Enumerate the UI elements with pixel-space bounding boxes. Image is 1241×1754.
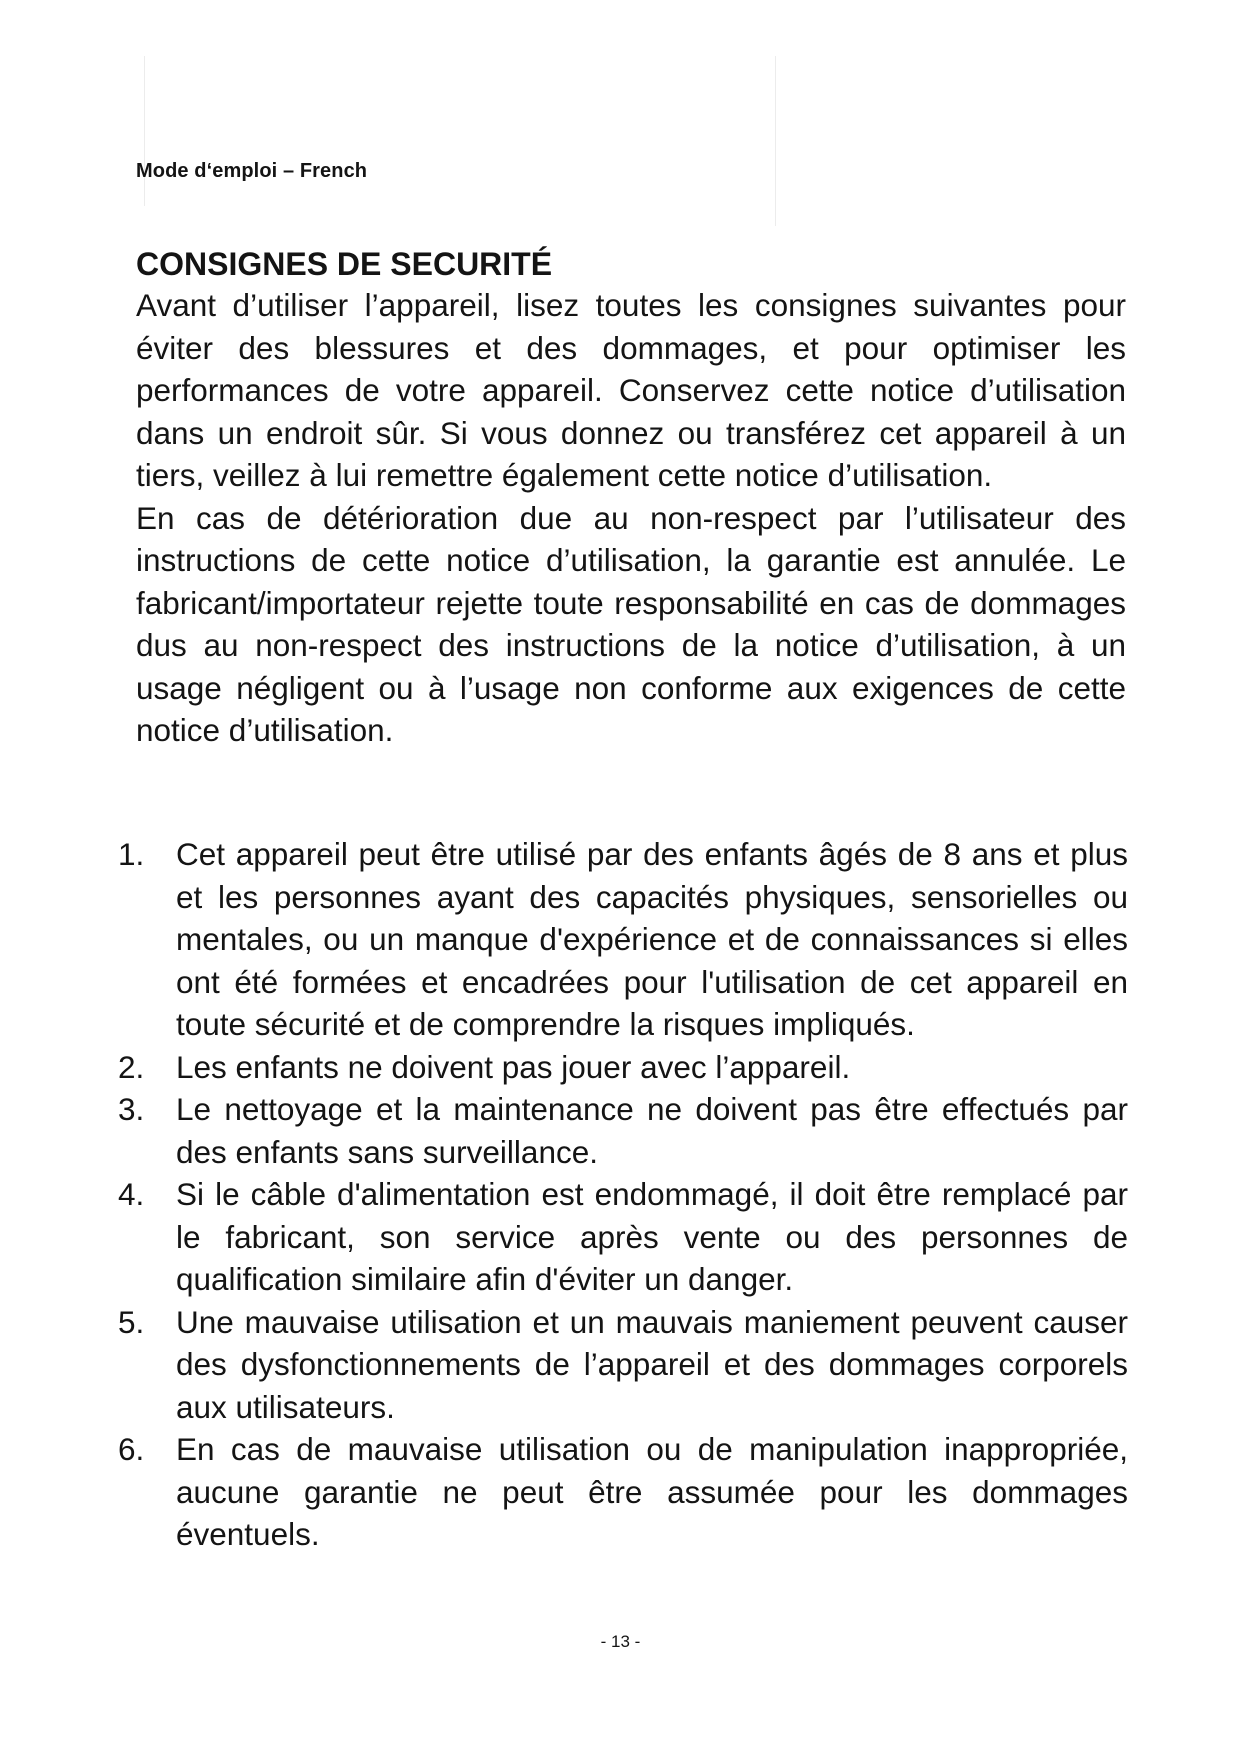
intro-text-block: [136, 284, 1126, 752]
warranty-paragraph: En cas de détérioration due au non-respect par l’utilisateur des instructions de cette notice d’utilisation, la garantie est annulée. Le fabricant/importateur rejette toute responsabilité en cas de dommages dus au non-respect des instructions de la notice d’utilisation, à un usage négligent ou à l’usage non conforme aux exigences de cette notice d’utilisation.: [136, 499, 1126, 748]
list-item-text: Cet appareil peut être utilisé par des enfants âgés de 8 ans et plus et les personnes ayant des capacités physiques, sensorielles ou mentales, ou un manque d'expérience et de connaissances si elles ont été formées et encadrées pour l'utilisation de cet appareil en toute sécurité et de comprendre la risques impliqués.: [176, 836, 1128, 1042]
section-title: CONSIGNES DE SECURITÉ: [136, 246, 553, 282]
list-item: [118, 1173, 1128, 1301]
page-number: - 13 -: [600, 1632, 641, 1651]
list-item: [118, 1428, 1128, 1556]
list-item: [118, 1301, 1128, 1429]
list-item-text: Les enfants ne doivent pas jouer avec l’appareil.: [176, 1048, 851, 1085]
list-item-text: Si le câble d'alimentation est endommagé, il doit être remplacé par le fabricant, son service après vente ou des personnes de qualification similaire afin d'éviter un danger.: [176, 1176, 1128, 1297]
list-item-text: Une mauvaise utilisation et un mauvais maniement peuvent causer des dysfonctionnements de l’appareil et des dommages corporels aux utilisateurs.: [176, 1303, 1128, 1425]
scan-artifact-line: [144, 56, 145, 206]
list-item-text: En cas de mauvaise utilisation ou de manipulation inappropriée, aucune garantie ne peut être assumée pour les dommages éventuels.: [176, 1431, 1128, 1552]
safety-instructions-list: [118, 833, 1128, 1556]
list-item: [118, 1046, 1128, 1089]
list-item-number: 5.: [118, 1303, 145, 1340]
list-item: [118, 1088, 1128, 1173]
scan-artifact-line: [775, 56, 776, 226]
list-item: [118, 833, 1128, 1046]
list-item-number: 2.: [118, 1048, 145, 1085]
intro-paragraph: Avant d’utiliser l’appareil, lisez toutes les consignes suivantes pour éviter des blessures et des dommages, et pour optimiser les performances de votre appareil. Conservez cette notice d’utilisation dans un endroit sûr. Si vous donnez ou transférez cet appareil à un tiers, veillez à lui remettre également cette notice d’utilisation.: [136, 287, 1126, 493]
list-item-text: Le nettoyage et la maintenance ne doivent pas être effectués par des enfants sans surveillance.: [176, 1091, 1128, 1170]
page-header-label: Mode d‘emploi – French: [136, 160, 368, 182]
list-item-number: 6.: [118, 1431, 145, 1467]
list-item-number: 1.: [118, 836, 145, 872]
list-item-number: 3.: [118, 1091, 145, 1127]
list-item-number: 4.: [118, 1176, 145, 1212]
